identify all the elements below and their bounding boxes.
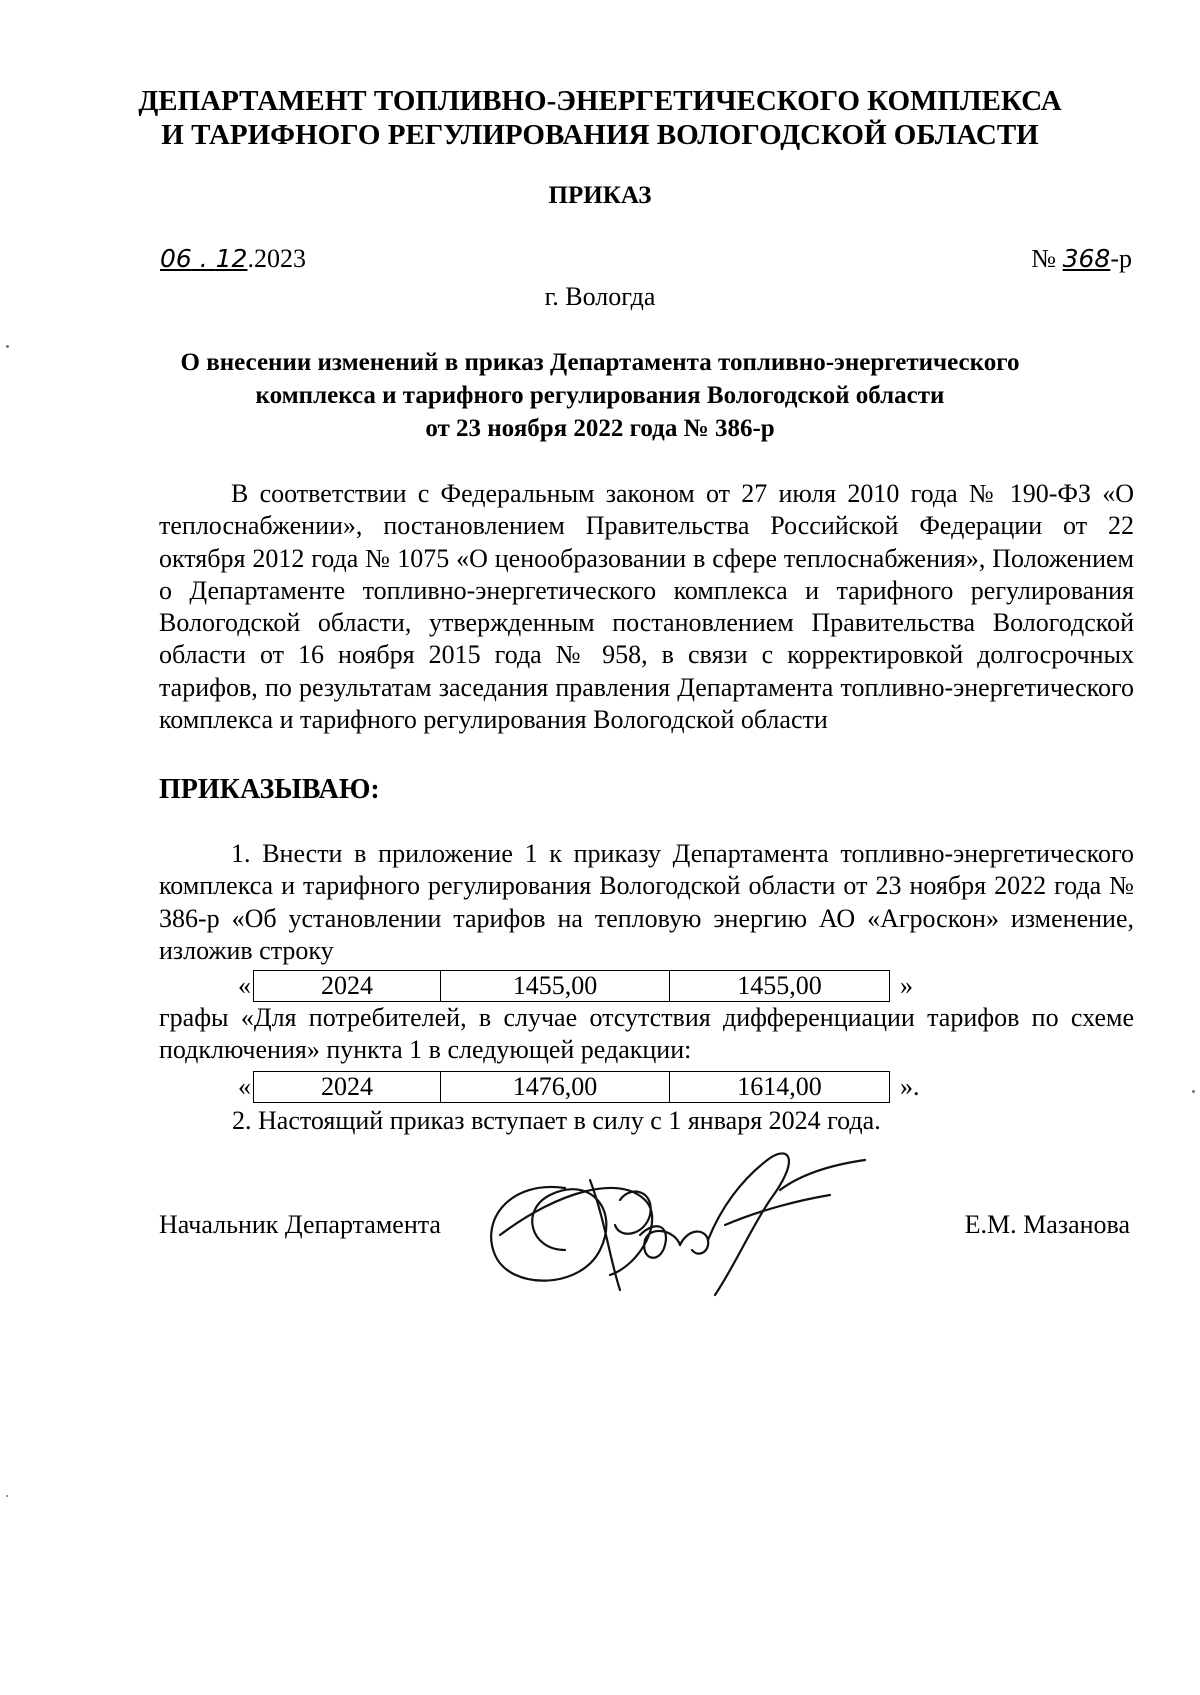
document-city: г. Вологда [544,282,656,311]
document-number [1031,244,1132,274]
department-header [0,84,1200,152]
department-header-line-1: ДЕПАРТАМЕНТ ТОПЛИВНО-ЭНЕРГЕТИЧЕСКОГО КОМПЛЕКСА [138,85,1062,117]
scan-speck [1192,1090,1195,1093]
date-month: 12 [215,244,248,273]
new-row-value-2: 1614,00 [670,1072,890,1103]
document-date: 06 . 12.2023 [160,244,306,273]
number-prefix: № [1031,244,1057,273]
new-row-close-quote: ». [900,1072,920,1101]
scan-speck [6,1495,8,1497]
item-2-paragraph: 2. Настоящий приказ вступает в силу с 1 января 2024 года. [232,1106,881,1135]
document-subject [0,346,1200,445]
old-row-open-quote: « [238,971,251,1000]
new-row-year: 2024 [254,1072,441,1103]
table-row [254,971,890,1002]
old-row-year: 2024 [254,971,441,1002]
scan-speck [6,345,9,348]
old-row-close-quote: » [900,971,913,1000]
new-tariff-row [238,1071,920,1103]
item-1-paragraph: 1. Внести в приложение 1 к приказу Департамента топливно-энергетического комплекса и тарифного регулирования Вологодской области от 23 ноября 2022 года № 386-р «Об установлении тарифов на тепловую энергию АО «Агроскон» изменение, изложив строку [159,839,1134,965]
table-row [254,1072,890,1103]
number-value: 368 [1062,244,1111,273]
old-tariff-table [253,970,890,1002]
signer-name: Е.М. Мазанова [964,1210,1130,1239]
signer-position: Начальник Департамента [159,1210,441,1239]
order-word: ПРИКАЗЫВАЮ: [159,774,380,805]
old-row-value-2: 1455,00 [670,971,890,1002]
date-year: .2023 [247,244,306,273]
item-1-middle-paragraph: графы «Для потребителей, в случае отсутствия дифференциации тарифов по схеме подключения» пункта 1 в следующей редакции: [159,1003,1134,1065]
old-tariff-row [238,970,913,1002]
new-row-value-1: 1476,00 [441,1072,670,1103]
preamble-paragraph: В соответствии с Федеральным законом от 27 июля 2010 года № 190-ФЗ «О теплоснабжении», постановлением Правительства Российской Федерации от 22 октября 2012 года № 1075 «О ценообразовании в сфере теплоснабжения», Положением о Департаменте топливно-энергетического комплекса и тарифного регулирования Вологодской области, утвержденным постановлением Правительства Вологодской области от 16 ноября 2015 года № 958, в связи с корректировкой долгосрочных тарифов, по результатам заседания правления Департамента топливно-энергетического комплекса и тарифного регулирования Вологодской области [159,479,1134,735]
department-header-line-2: И ТАРИФНОГО РЕГУЛИРОВАНИЯ ВОЛОГОДСКОЙ ОБЛАСТИ [161,119,1039,151]
new-row-open-quote: « [238,1072,251,1101]
handwritten-signature [470,1140,890,1300]
date-day: 06 [160,244,192,273]
new-tariff-table [253,1071,890,1103]
subject-line-1: О внесении изменений в приказ Департамента топливно-энергетического [180,349,1020,376]
number-suffix: -р [1110,244,1132,273]
subject-line-2: комплекса и тарифного регулирования Вологодской области [255,382,945,409]
subject-line-3: от 23 ноября 2022 года № 386-р [425,415,775,442]
old-row-value-1: 1455,00 [441,971,670,1002]
document-type: ПРИКАЗ [548,182,652,209]
